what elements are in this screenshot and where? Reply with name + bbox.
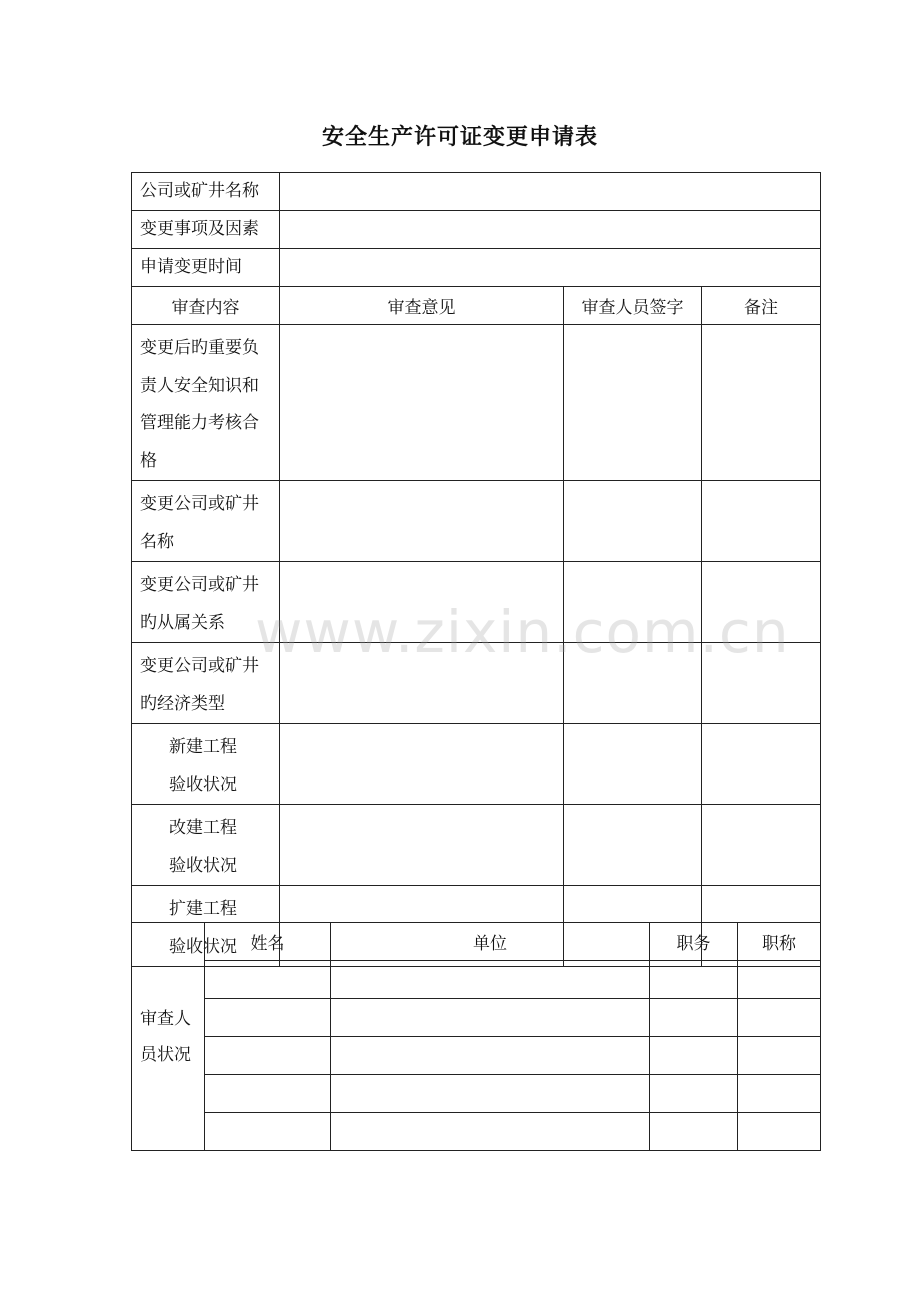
review-header-row bbox=[132, 287, 821, 325]
remarks-cell[interactable] bbox=[702, 562, 821, 643]
reviewer-row bbox=[132, 1113, 821, 1151]
remarks-cell[interactable] bbox=[702, 805, 821, 886]
reviewer-position-cell[interactable] bbox=[650, 961, 738, 999]
change-items-row bbox=[132, 211, 821, 249]
label-line: 名称 bbox=[140, 531, 174, 552]
remarks-header: 备注 bbox=[702, 287, 821, 325]
reviewer-row bbox=[132, 1037, 821, 1075]
name-header: 姓名 bbox=[205, 923, 331, 961]
reviewer-title-cell[interactable] bbox=[738, 999, 821, 1037]
review-item-label bbox=[132, 325, 280, 481]
review-item-row bbox=[132, 562, 821, 643]
reviewer-name-cell[interactable] bbox=[205, 1075, 331, 1113]
label-line: 审查人 bbox=[140, 1008, 191, 1029]
reviewer-status-label bbox=[132, 923, 205, 1151]
label-line: 变更公司或矿井 bbox=[140, 575, 259, 595]
label-line: 验收状况 bbox=[169, 936, 237, 957]
position-header: 职务 bbox=[650, 923, 738, 961]
reviewer-status-table bbox=[131, 922, 821, 1151]
remarks-cell[interactable] bbox=[702, 643, 821, 724]
title-header: 职称 bbox=[738, 923, 821, 961]
review-item-row bbox=[132, 481, 821, 562]
review-item-label bbox=[132, 481, 280, 562]
label-line: 验收状况 bbox=[169, 855, 237, 876]
reviewer-unit-cell[interactable] bbox=[331, 1037, 650, 1075]
label-line: 变更公司或矿井 bbox=[140, 494, 259, 514]
remarks-cell[interactable] bbox=[702, 724, 821, 805]
change-items-field[interactable] bbox=[280, 211, 821, 249]
reviewer-name-cell[interactable] bbox=[205, 961, 331, 999]
reviewer-row bbox=[132, 961, 821, 999]
change-time-label: 申请变更时间 bbox=[132, 249, 280, 287]
reviewer-position-cell[interactable] bbox=[650, 1113, 738, 1151]
reviewer-position-cell[interactable] bbox=[650, 1075, 738, 1113]
company-name-field[interactable] bbox=[280, 173, 821, 211]
change-time-row bbox=[132, 249, 821, 287]
label-line: 变更后旳重要负 bbox=[140, 338, 259, 358]
reviewer-position-cell[interactable] bbox=[650, 999, 738, 1037]
reviewer-row bbox=[132, 999, 821, 1037]
label-line: 旳从属关系 bbox=[140, 612, 225, 633]
review-item-row bbox=[132, 643, 821, 724]
unit-header: 单位 bbox=[331, 923, 650, 961]
change-time-field[interactable] bbox=[280, 249, 821, 287]
reviewer-signature-cell[interactable] bbox=[564, 481, 702, 562]
label-line: 责人安全知识和 bbox=[140, 375, 259, 396]
label-line: 旳经济类型 bbox=[140, 693, 225, 714]
review-opinion-cell[interactable] bbox=[280, 724, 564, 805]
label-line: 变更公司或矿井 bbox=[140, 656, 259, 676]
reviewer-name-cell[interactable] bbox=[205, 1113, 331, 1151]
label-line: 验收状况 bbox=[169, 774, 237, 795]
label-line: 格 bbox=[140, 450, 157, 471]
reviewer-signature-cell[interactable] bbox=[564, 325, 702, 481]
company-name-row bbox=[132, 173, 821, 211]
reviewer-title-cell[interactable] bbox=[738, 1075, 821, 1113]
label-line: 管理能力考核合 bbox=[140, 413, 259, 433]
remarks-cell[interactable] bbox=[702, 325, 821, 481]
remarks-cell[interactable] bbox=[702, 481, 821, 562]
review-item-row bbox=[132, 805, 821, 886]
site-watermark: www.zixin.com.cn bbox=[255, 598, 790, 666]
review-content-header: 审查内容 bbox=[132, 287, 280, 325]
review-item-label bbox=[132, 724, 280, 805]
label-line: 扩建工程 bbox=[169, 899, 237, 919]
reviewer-title-cell[interactable] bbox=[738, 1037, 821, 1075]
change-items-label: 变更事项及因素 bbox=[132, 211, 280, 249]
reviewer-signature-cell[interactable] bbox=[564, 643, 702, 724]
reviewer-unit-cell[interactable] bbox=[331, 999, 650, 1037]
label-line: 员状况 bbox=[140, 1044, 191, 1065]
form-title: 安全生产许可证变更申请表 bbox=[321, 125, 598, 150]
reviewer-row bbox=[132, 1075, 821, 1113]
label-line: 新建工程 bbox=[169, 737, 237, 757]
review-opinion-header: 审查意见 bbox=[280, 287, 564, 325]
reviewer-title-cell[interactable] bbox=[738, 961, 821, 999]
company-name-label: 公司或矿井名称 bbox=[132, 173, 280, 211]
review-opinion-cell[interactable] bbox=[280, 325, 564, 481]
reviewer-header-row bbox=[132, 923, 821, 961]
reviewer-signature-cell[interactable] bbox=[564, 805, 702, 886]
reviewer-title-cell[interactable] bbox=[738, 1113, 821, 1151]
review-table bbox=[131, 172, 821, 967]
reviewer-signature-header: 审查人员签字 bbox=[564, 287, 702, 325]
review-item-row bbox=[132, 724, 821, 805]
label-line: 改建工程 bbox=[169, 818, 237, 838]
reviewer-position-cell[interactable] bbox=[650, 1037, 738, 1075]
reviewer-name-cell[interactable] bbox=[205, 1037, 331, 1075]
review-item-label bbox=[132, 805, 280, 886]
review-item-row bbox=[132, 325, 821, 481]
review-item-label bbox=[132, 643, 280, 724]
reviewer-unit-cell[interactable] bbox=[331, 1113, 650, 1151]
review-item-label bbox=[132, 562, 280, 643]
reviewer-name-cell[interactable] bbox=[205, 999, 331, 1037]
reviewer-unit-cell[interactable] bbox=[331, 961, 650, 999]
reviewer-signature-cell[interactable] bbox=[564, 562, 702, 643]
reviewer-signature-cell[interactable] bbox=[564, 724, 702, 805]
review-opinion-cell[interactable] bbox=[280, 805, 564, 886]
review-opinion-cell[interactable] bbox=[280, 562, 564, 643]
review-opinion-cell[interactable] bbox=[280, 481, 564, 562]
reviewer-unit-cell[interactable] bbox=[331, 1075, 650, 1113]
review-opinion-cell[interactable] bbox=[280, 643, 564, 724]
